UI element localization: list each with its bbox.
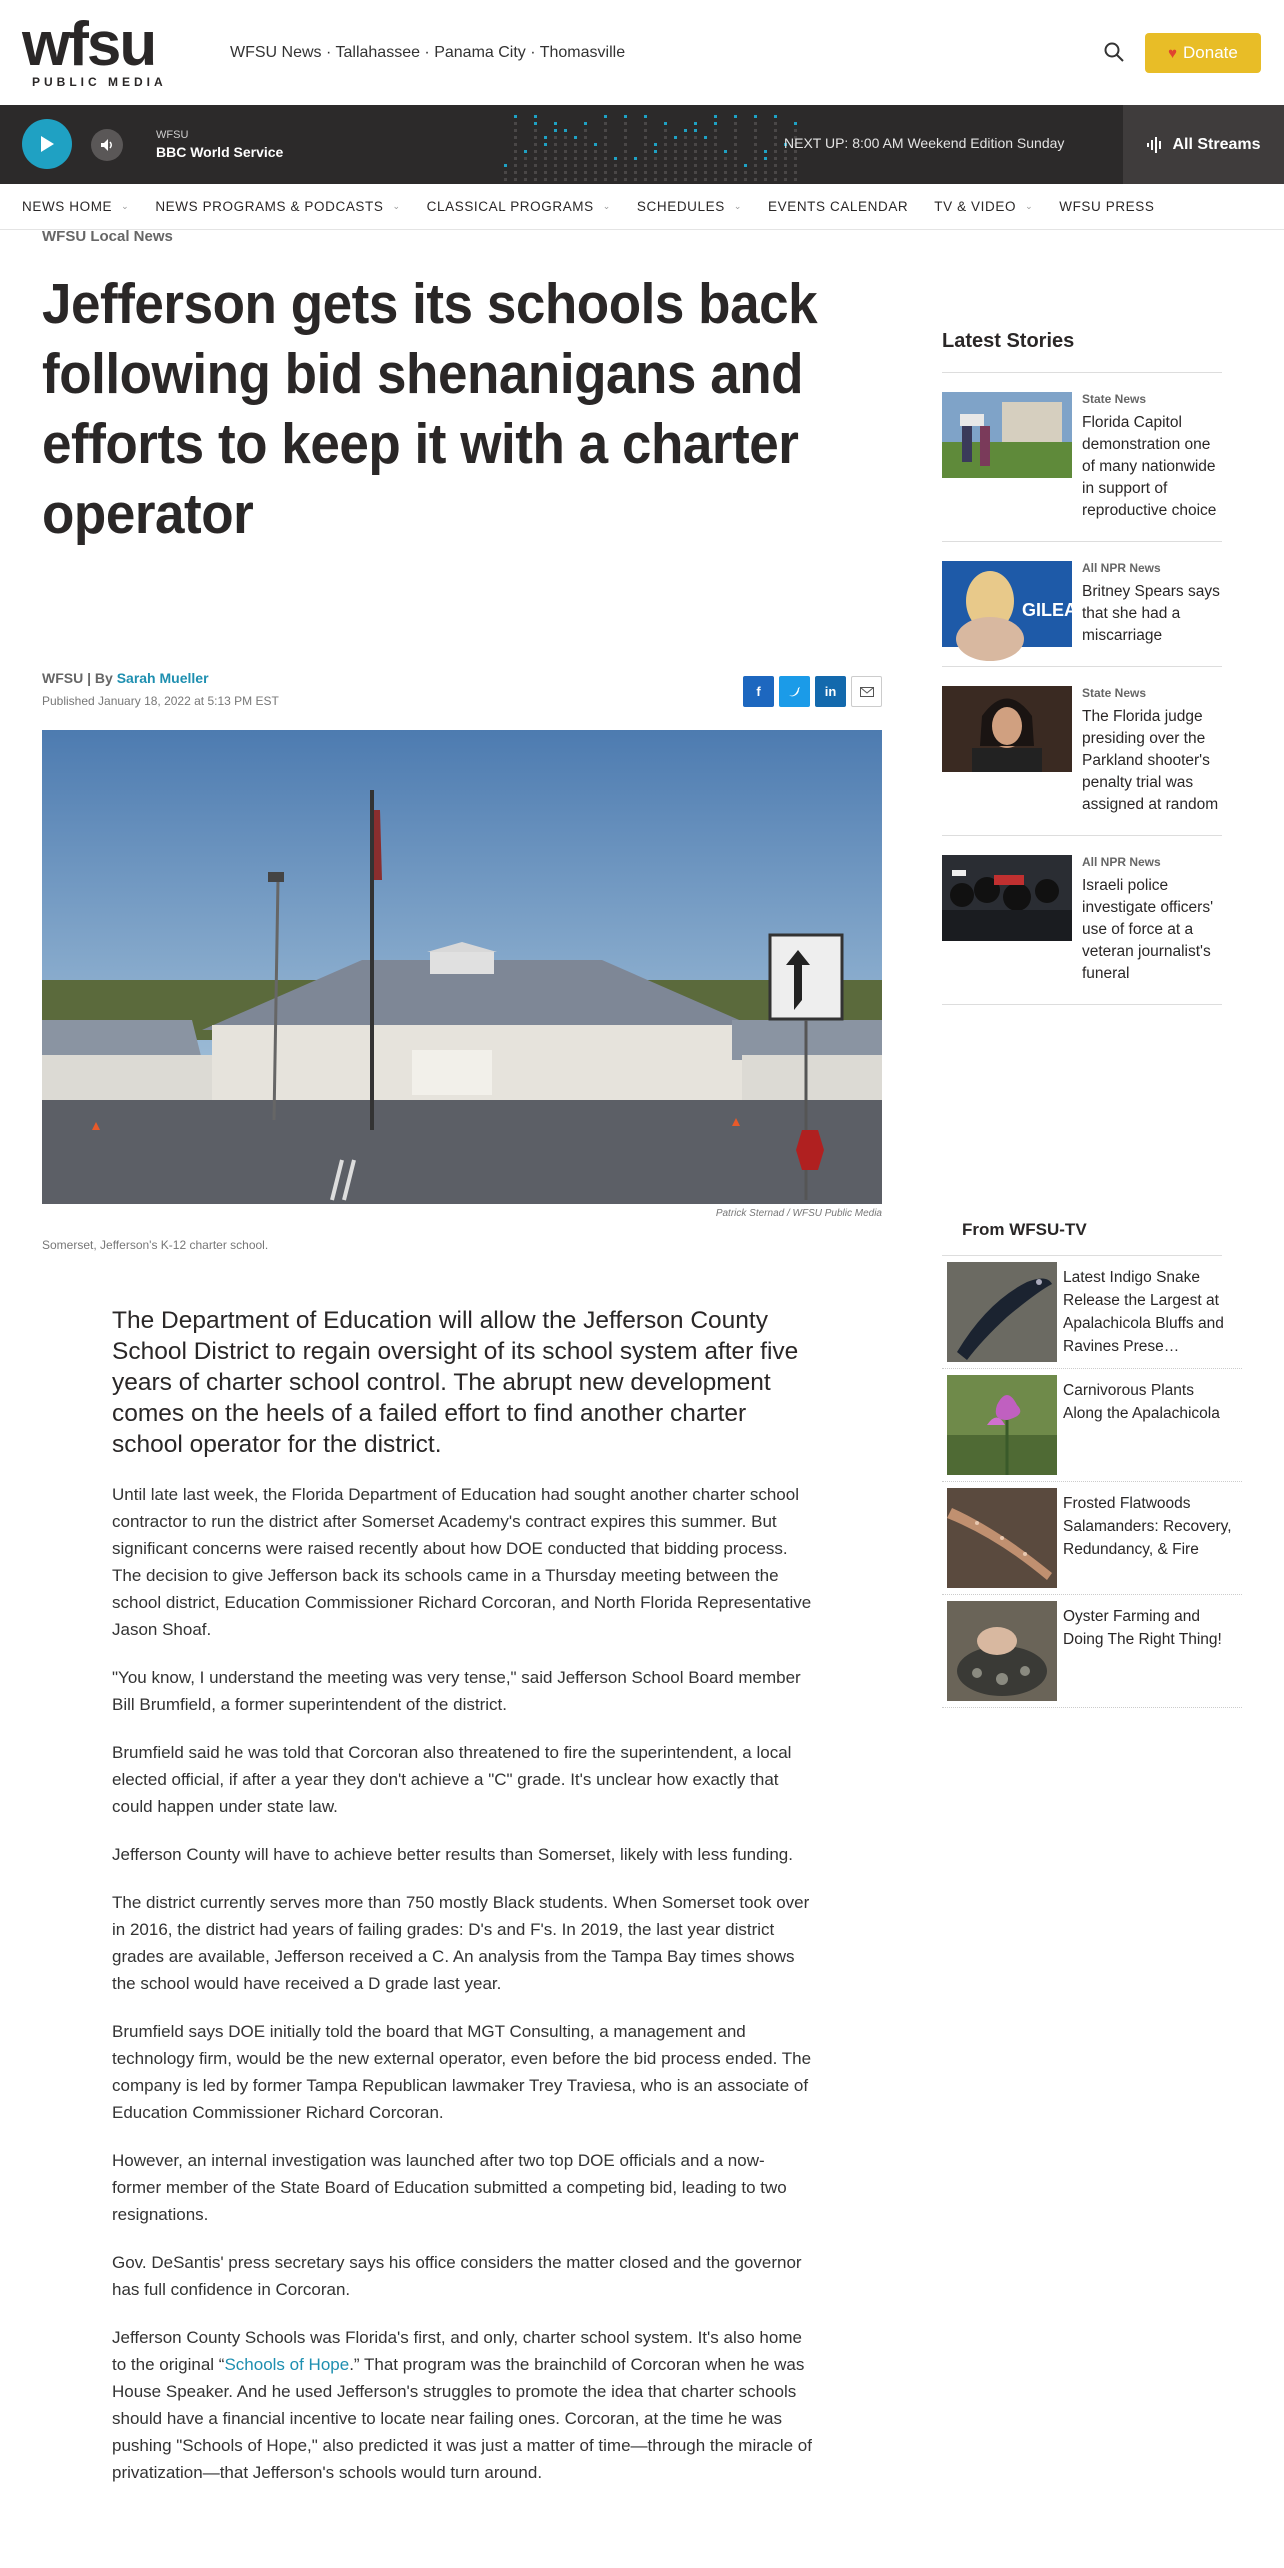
story-title[interactable]: Florida Capitol demonstration one of many nationwide in support of reproductive choice xyxy=(1082,414,1217,519)
wfsu-tv-title: From WFSU-TV xyxy=(942,1220,1222,1256)
donate-button[interactable] xyxy=(1145,33,1261,73)
nav-item-1[interactable] xyxy=(155,199,400,214)
twitter-icon[interactable] xyxy=(779,676,810,707)
article xyxy=(42,228,882,1252)
wfsu-tv-module xyxy=(942,1220,1242,1708)
tv-item-title[interactable]: Latest Indigo Snake Release the Largest at Apalachicola Bluffs and Ravines Prese… xyxy=(1063,1269,1224,1355)
tv-item-title[interactable]: Oyster Farming and Doing The Right Thing! xyxy=(1063,1608,1222,1648)
program-name: BBC World Service xyxy=(156,144,284,160)
tv-thumbnail[interactable] xyxy=(947,1375,1057,1475)
chevron-down-icon: ⌄ xyxy=(1025,201,1034,211)
latest-stories-title: Latest Stories xyxy=(942,330,1222,373)
linkedin-icon[interactable]: in xyxy=(815,676,846,707)
next-up-text: NEXT UP: 8:00 AM Weekend Edition Sunday xyxy=(784,135,1065,151)
article-headline: Jefferson gets its schools back following bid shenanigans and efforts to keep it with a charter operator xyxy=(42,272,818,546)
audio-visualizer xyxy=(500,105,800,184)
photo-credit: Patrick Sternad / WFSU Public Media xyxy=(715,1208,882,1219)
story-item[interactable] xyxy=(942,667,1222,836)
nav-item-label: SCHEDULES xyxy=(636,199,725,214)
article-body xyxy=(112,1305,812,2486)
nav-item-4[interactable] xyxy=(768,199,908,214)
nav-item-6[interactable] xyxy=(1059,199,1154,214)
published-date: Published January 18, 2022 at 5:13 PM EST xyxy=(42,694,279,708)
hero-image[interactable] xyxy=(42,730,882,1204)
donate-label: Donate xyxy=(1183,43,1238,62)
facebook-icon[interactable]: f xyxy=(743,676,774,707)
paragraph: Brumfield said he was told that Corcoran also threatened to fire the superintendent, a local elected official, if after a year they don't achieve a "C" grade. It's unclear how exactly that could happen under state law. xyxy=(112,1743,792,1816)
story-tag[interactable]: State News xyxy=(1082,392,1147,406)
nav-item-5[interactable] xyxy=(934,199,1033,214)
all-streams-button[interactable] xyxy=(1123,105,1284,184)
nav-item-label: NEWS PROGRAMS & PODCASTS xyxy=(155,199,384,214)
chevron-down-icon: ⌄ xyxy=(602,201,611,211)
story-thumbnail[interactable] xyxy=(942,855,1072,941)
nav-item-label: CLASSICAL PROGRAMS xyxy=(426,199,594,214)
story-tag[interactable]: State News xyxy=(1082,686,1147,700)
author-link[interactable]: Sarah Mueller xyxy=(116,670,209,686)
story-thumbnail[interactable] xyxy=(942,561,1091,647)
tv-item[interactable] xyxy=(942,1482,1242,1595)
waveform-icon xyxy=(1146,137,1164,153)
play-button[interactable] xyxy=(22,119,72,169)
nav-item-0[interactable] xyxy=(22,199,129,214)
paragraph: Jefferson County will have to achieve better results than Somerset, likely with less funding. xyxy=(112,1845,793,1864)
tv-thumbnail[interactable] xyxy=(947,1262,1057,1362)
paragraph-text: .” That program was the brainchild of Corcoran when he was House Speaker. And he used Jefferson's struggles to promote the idea that charter schools should have a financial incentive to locate near failing ones. Corcoran, at the time he was pushing "Schools of Hope," also predicted it was just a matter of time—through the miracle of privatization—that Jefferson's schools would turn around. xyxy=(112,2355,812,2482)
paragraph: However, an internal investigation was launched after two top DOE officials and a now-former member of the State Board of Education submitted a competing bid, leading to two resignations. xyxy=(112,2151,787,2224)
photo-caption: Somerset, Jefferson's K-12 charter school. xyxy=(42,1238,269,1252)
tv-item-title[interactable]: Carnivorous Plants Along the Apalachicola xyxy=(1063,1382,1220,1422)
search-icon[interactable] xyxy=(1102,40,1126,64)
story-thumbnail[interactable] xyxy=(942,686,1072,772)
now-playing xyxy=(156,129,283,160)
logo-wordmark: wfsu xyxy=(22,9,156,79)
main-nav xyxy=(0,184,1284,230)
tv-thumbnail[interactable] xyxy=(947,1488,1057,1588)
story-tag[interactable]: All NPR News xyxy=(1082,561,1161,575)
nav-item-2[interactable] xyxy=(427,199,611,214)
paragraph: The district currently serves more than 750 mostly Black students. When Somerset took over in 2016, the district had years of failing grades: D's and F's. In 2019, the last year district grades are available, Jefferson received a C. An analysis from the Tampa Bay times shows the school would have received a D grade last year. xyxy=(112,1893,810,1993)
nav-item-label: WFSU PRESS xyxy=(1059,199,1155,214)
speaker-icon xyxy=(99,137,115,153)
story-item[interactable] xyxy=(942,373,1222,542)
byline-prefix: WFSU | By xyxy=(42,670,113,686)
schools-of-hope-link[interactable]: Schools of Hope xyxy=(224,2355,350,2374)
nav-item-label: EVENTS CALENDAR xyxy=(768,199,909,214)
logo-subtitle: PUBLIC MEDIA xyxy=(32,74,167,89)
station-name: WFSU xyxy=(156,129,189,141)
story-title[interactable]: Israeli police investigate officers' use of force at a veteran journalist's funeral xyxy=(1082,877,1214,982)
story-tag[interactable]: All NPR News xyxy=(1082,855,1161,869)
tv-thumbnail[interactable] xyxy=(947,1601,1057,1701)
all-streams-label: All Streams xyxy=(1172,135,1261,153)
wfsu-logo[interactable] xyxy=(22,9,204,89)
paragraph-text: Jefferson County Schools was Florida's first, and only, charter school system. It's also home to the original “ xyxy=(112,2328,802,2374)
article-section-label[interactable]: WFSU Local News xyxy=(42,228,173,245)
nav-item-label: TV & VIDEO xyxy=(934,199,1017,214)
story-item[interactable] xyxy=(942,542,1222,667)
paragraph: Until late last week, the Florida Department of Education had sought another charter school contractor to run the district after Somerset Academy's contract expires this summer. But significant concerns were raised recently about how DOE conducted that bidding process. The decision to give Jefferson back its schools came in a Thursday meeting between the school district, Education Commissioner Richard Corcoran, and North Florida Representative Jason Shoaf. xyxy=(112,1485,812,1639)
share-buttons xyxy=(743,676,882,707)
audio-player xyxy=(0,105,1284,184)
play-icon xyxy=(38,134,56,154)
chevron-down-icon: ⌄ xyxy=(121,201,130,211)
paragraph: Brumfield says DOE initially told the board that MGT Consulting, a management and technology firm, would be the new external operator, even before the bid process ended. The company is led by former Tampa Republican lawmaker Trey Traviesa, who is an associate of Education Commissioner Richard Corcoran. xyxy=(112,2022,812,2122)
byline xyxy=(42,670,209,686)
article-lede: The Department of Education will allow the Jefferson County School District to regain oversight of its school system after five years of charter school control. The abrupt new development comes on the heels of a failed effort to find another charter school operator for the district. xyxy=(112,1307,799,1458)
svg-text:GILEAD: GILEAD xyxy=(1022,600,1091,620)
chevron-down-icon: ⌄ xyxy=(733,201,742,211)
nav-item-3[interactable] xyxy=(637,199,742,214)
tv-item[interactable] xyxy=(942,1256,1242,1369)
story-title[interactable]: Britney Spears says that she had a miscarriage xyxy=(1082,583,1220,644)
tv-item[interactable] xyxy=(942,1369,1242,1482)
nav-item-label: NEWS HOME xyxy=(22,199,113,214)
chevron-down-icon: ⌄ xyxy=(392,201,401,211)
header-tagline: WFSU News · Tallahassee · Panama City · Thomasville xyxy=(230,43,626,61)
paragraph xyxy=(112,2324,812,2486)
volume-button[interactable] xyxy=(91,129,123,161)
tv-item[interactable] xyxy=(942,1595,1242,1708)
tv-item-title[interactable]: Frosted Flatwoods Salamanders: Recovery, Redundancy, & Fire xyxy=(1063,1495,1232,1558)
paragraph: "You know, I understand the meeting was very tense," said Jefferson School Board member Bill Brumfield, a former superintendent of the district. xyxy=(112,1668,801,1714)
heart-icon: ♥ xyxy=(1168,44,1178,62)
site-header xyxy=(0,0,1284,105)
story-item[interactable] xyxy=(942,836,1222,1005)
latest-stories xyxy=(942,330,1222,1005)
story-title[interactable]: The Florida judge presiding over the Parkland shooter's penalty trial was assigned at random xyxy=(1082,708,1219,813)
story-thumbnail[interactable] xyxy=(942,392,1072,478)
paragraph: Gov. DeSantis' press secretary says his office considers the matter closed and the governor has full confidence in Corcoran. xyxy=(112,2253,802,2299)
email-icon[interactable] xyxy=(851,676,882,707)
body-paragraphs xyxy=(112,1481,812,2303)
